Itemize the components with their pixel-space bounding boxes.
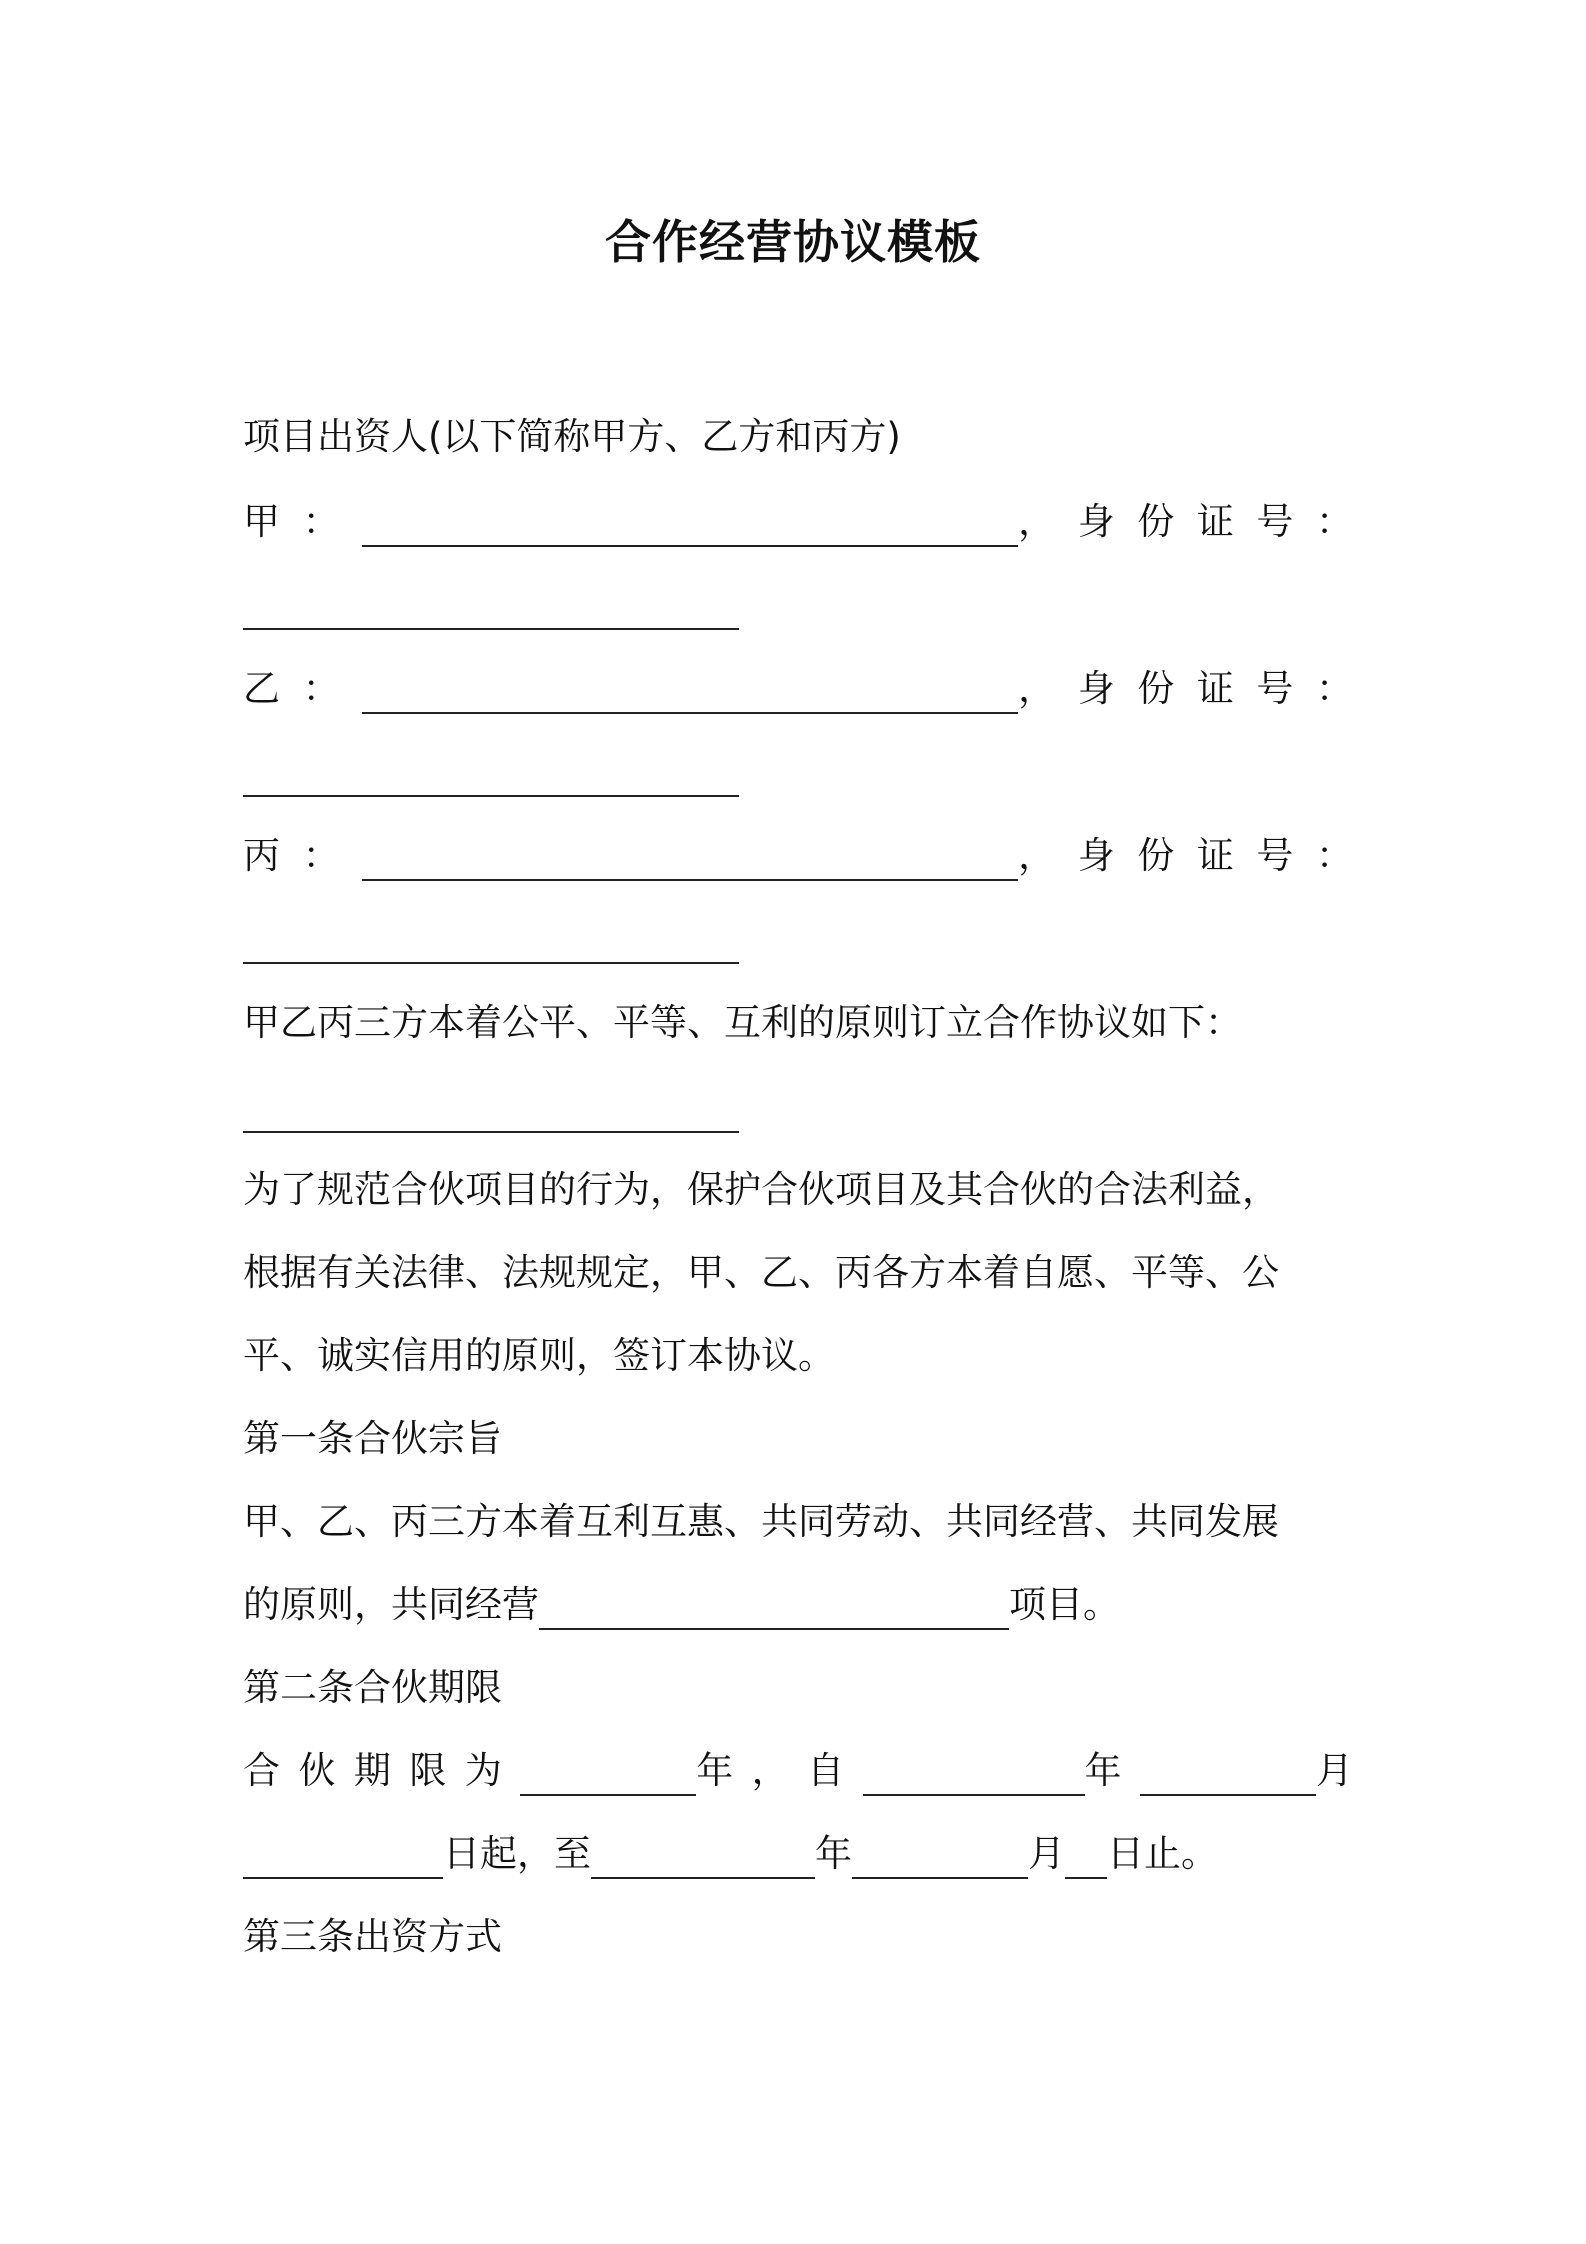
party-label: 甲: [243, 500, 280, 543]
id-label-char: 份: [1137, 667, 1175, 710]
project-name-blank[interactable]: [539, 1592, 1009, 1630]
year-label: 年: [815, 1832, 852, 1875]
term-char: 为: [464, 1749, 502, 1792]
article-3-heading: 第三条出资方式: [243, 1915, 502, 1958]
day-end-label: 日止。: [1107, 1832, 1218, 1875]
party-bing-id-blank[interactable]: [243, 962, 739, 964]
party-comma: ，: [1018, 834, 1056, 877]
article-1-pre: 的原则，共同经营: [243, 1583, 539, 1626]
term-years-blank[interactable]: [520, 1758, 696, 1796]
end-year-blank[interactable]: [591, 1841, 815, 1879]
article-1-line-2: [243, 1580, 1120, 1630]
id-colon: ：: [1315, 500, 1353, 543]
id-label-char: 号: [1256, 834, 1294, 877]
month-label: 月: [1028, 1832, 1065, 1875]
id-label-char: 身: [1077, 667, 1115, 710]
year-label: 年: [1084, 1749, 1122, 1792]
agreement-blank[interactable]: [243, 1131, 739, 1133]
party-bing-line: [243, 831, 1353, 881]
party-name-blank[interactable]: [362, 676, 1018, 714]
from-label: 自: [807, 1749, 845, 1792]
party-colon: ：: [302, 834, 340, 877]
id-label-char: 份: [1137, 834, 1175, 877]
id-label-char: 号: [1256, 667, 1294, 710]
party-jia-line: [243, 497, 1353, 547]
term-comma: ，: [751, 1749, 789, 1792]
day-from-label: 日起，至: [443, 1832, 591, 1875]
party-yi-id-blank[interactable]: [243, 795, 739, 797]
agreement-line: 甲乙丙三方本着公平、平等、互利的原则订立合作协议如下：: [243, 1001, 1242, 1044]
party-label: 丙: [243, 834, 280, 877]
party-colon: ：: [302, 667, 340, 710]
purpose-line-2: 根据有关法律、法规规定，甲、乙、丙各方本着自愿、平等、公: [243, 1251, 1279, 1294]
document-title: 合作经营协议模板: [605, 215, 981, 269]
party-yi-line: [243, 664, 1353, 714]
party-jia-id-blank[interactable]: [243, 628, 739, 630]
term-char: 合: [243, 1749, 280, 1792]
party-colon: ：: [302, 500, 340, 543]
id-label-char: 身: [1077, 500, 1115, 543]
term-char: 期: [353, 1749, 391, 1792]
term-char: 伙: [298, 1749, 336, 1792]
article-1-heading: 第一条合伙宗旨: [243, 1417, 502, 1460]
article-2-heading: 第二条合伙期限: [243, 1666, 502, 1709]
party-label: 乙: [243, 667, 280, 710]
article-2-line-2: [243, 1829, 1218, 1879]
id-label-char: 证: [1196, 500, 1234, 543]
end-day-blank[interactable]: [1065, 1841, 1107, 1879]
purpose-line-3: 平、诚实信用的原则，签订本协议。: [243, 1334, 835, 1377]
month-label: 月: [1315, 1749, 1353, 1792]
purpose-line-1: 为了规范合伙项目的行为，保护合伙项目及其合伙的合法利益，: [243, 1168, 1279, 1211]
id-label-char: 身: [1077, 834, 1115, 877]
id-label-char: 证: [1196, 834, 1234, 877]
start-day-blank[interactable]: [243, 1841, 443, 1879]
party-name-blank[interactable]: [362, 843, 1018, 881]
article-1-line-1: 甲、乙、丙三方本着互利互惠、共同劳动、共同经营、共同发展: [243, 1500, 1279, 1543]
id-label-char: 份: [1137, 500, 1175, 543]
intro-line: 项目出资人(以下简称甲方、乙方和丙方): [243, 415, 901, 458]
term-char: 限: [409, 1749, 447, 1792]
year-label: 年: [696, 1749, 734, 1792]
id-label-char: 号: [1256, 500, 1294, 543]
article-2-line-1: [243, 1746, 1353, 1796]
party-name-blank[interactable]: [362, 509, 1018, 547]
id-colon: ：: [1315, 667, 1353, 710]
party-comma: ，: [1018, 667, 1056, 710]
id-label-char: 证: [1196, 667, 1234, 710]
start-year-blank[interactable]: [863, 1758, 1085, 1796]
start-month-blank[interactable]: [1140, 1758, 1316, 1796]
article-1-post: 项目。: [1009, 1583, 1120, 1626]
id-colon: ：: [1315, 834, 1353, 877]
party-comma: ，: [1018, 500, 1056, 543]
end-month-blank[interactable]: [852, 1841, 1028, 1879]
